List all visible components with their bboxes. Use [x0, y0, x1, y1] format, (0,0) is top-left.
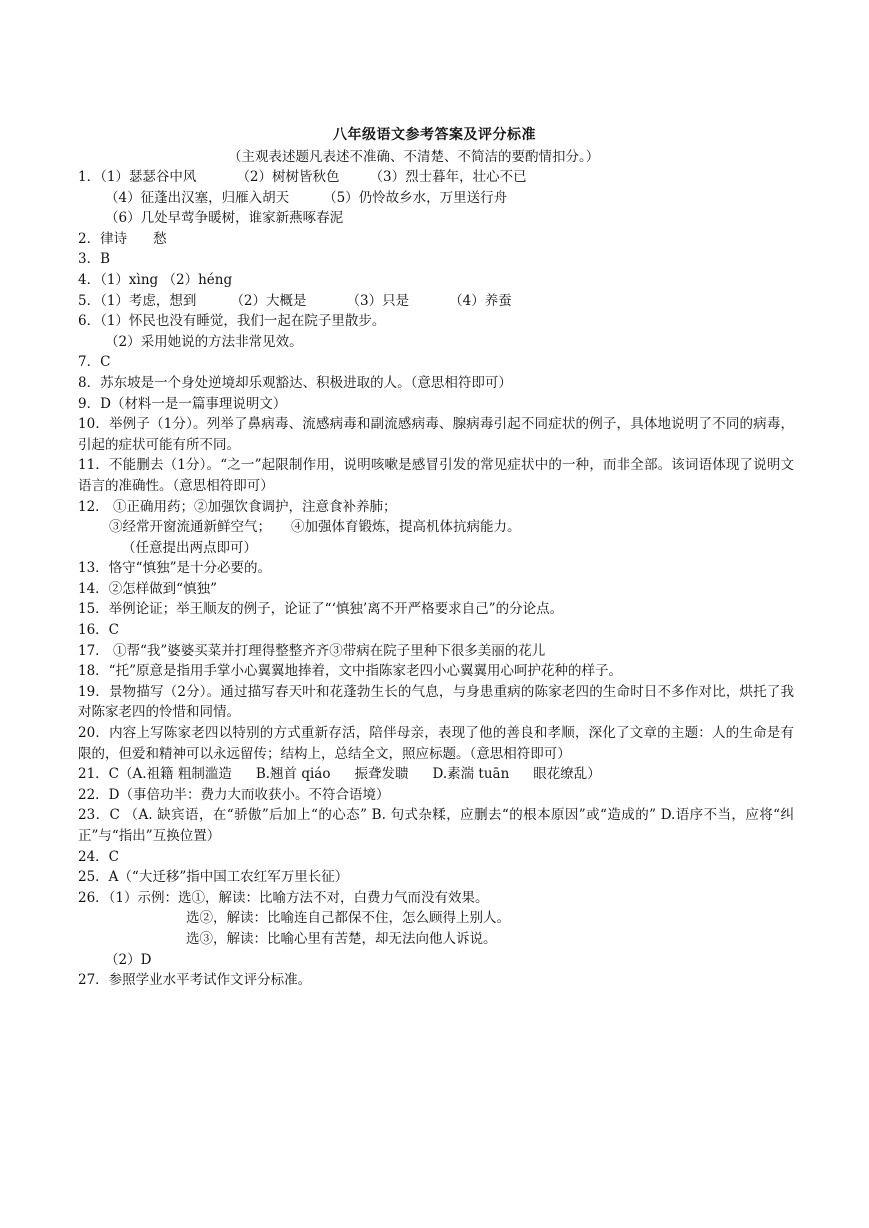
answer-26-line-4: （2）D [105, 951, 152, 968]
answer-4: 4．（1）xìng （2）héng [78, 271, 233, 288]
answer-26-line-2: 选②，解读：比喻连自己都保不住，怎么顾得上别人。 [186, 910, 510, 927]
answer-13: 13．恪守“慎独”是十分必要的。 [78, 560, 271, 577]
answer-1-line-2: （4）征蓬出汉塞，归雁入胡天 （5）仍怜故乡水，万里送行舟 [105, 189, 508, 206]
answer-27: 27．参照学业水平考试作文评分标准。 [78, 972, 312, 989]
answer-3: 3．B [78, 251, 111, 268]
answer-15: 15．举例论证；举王顺友的例子，论证了“‘慎独’离不开严格要求自己”的分论点。 [78, 601, 564, 618]
page-subtitle: （主观表述题凡表述不准确、不清楚、不简洁的要酌情扣分。） [228, 149, 600, 165]
answer-6-line-2: （2）采用她说的方法非常见效。 [105, 333, 303, 350]
answer-25: 25．A（“大迁移”指中国工农红军万里长征） [78, 869, 349, 886]
answer-1-line-1: 1．（1）瑟瑟谷中风 （2）树树皆秋色 （3）烈士暮年，壮心不已 [78, 169, 527, 185]
answer-17: 17． ①帮“我”婆婆买菜并打理得整整齐齐③带病在院子里种下很多美丽的花儿 [78, 642, 546, 659]
answer-14: 14．②怎样做到“慎独” [78, 580, 217, 597]
answer-1-line-3: （6）几处早莺争暖树，谁家新燕啄春泥 [105, 210, 344, 227]
answer-24: 24．C [78, 848, 120, 865]
answer-12-line-2: ③经常开窗流通新鲜空气； ④加强体育锻炼，提高机体抗病能力。 [109, 519, 521, 536]
answer-9: 9．D（材料一是一篇事理说明文） [78, 395, 287, 412]
answer-10: 10．举例子（1分）。列举了鼻病毒、流感病毒和副流感病毒、腺病毒引起不同症状的例子，具体地说明了不同的病毒，引起的症状可能有所不同。 [78, 416, 794, 453]
answer-19: 19．景物描写（2分）。通过描写春天叶和花蓬勃生长的气息，与身患重病的陈家老四的生命时日不多作对比，烘托了我对陈家老四的怜惜和同情。 [78, 683, 794, 721]
answer-list [78, 167, 794, 991]
answer-8: 8．苏东坡是一个身处逆境却乐观豁达、积极进取的人。（意思相符即可） [78, 374, 512, 391]
answer-6-line-1: 6．（1）怀民也没有睡觉，我们一起在院子里散步。 [78, 313, 386, 330]
answer-12-line-3: （任意提出两点即可） [122, 539, 257, 556]
page-title: 八年级语文参考答案及评分标准 [333, 127, 536, 143]
answer-18: 18．“托”原意是指用手掌小心翼翼地捧着，文中指陈家老四小心翼翼用心呵护花种的样子。 [78, 663, 622, 680]
answer-23: 23．C （A. 缺宾语，在“骄傲”后加上“的心态” B. 句式杂糅，应删去“的根本原因”或“造成的” D.语序不当，应将“纠正”与“指出”互换位置） [78, 807, 794, 844]
answer-5: 5．（1）考虑，想到 （2）大概是 （3）只是 （4）养蚕 [78, 292, 512, 309]
answer-12-line-1: 12． ①正确用药；②加强饮食调护，注意食补养肺； [78, 498, 397, 515]
answer-26-line-3: 选③，解读：比喻心里有苦楚，却无法向他人诉说。 [186, 930, 497, 947]
answer-2: 2．律诗 愁 [78, 230, 167, 247]
answer-20: 20．内容上写陈家老四以特别的方式重新存活，陪伴母亲，表现了他的善良和孝顺，深化了文章的主题：人的生命是有限的，但爱和精神可以永远留传；结构上，总结全文，照应标题。（意思相符即可） [78, 725, 794, 762]
answer-22: 22．D（事倍功半：费力大而收获小。不符合语境） [78, 786, 390, 803]
answer-26-line-1: 26．（1）示例：选①，解读：比喻方法不对，白费力气而没有效果。 [78, 889, 489, 906]
answer-7: 7．C [78, 354, 111, 371]
answer-21: 21．C（A.祖籍 粗制滥造 B.翘首 qiáo 振聋发聩 D.素湍 tuān 眼花缭乱） [78, 766, 601, 783]
answer-16: 16．C [78, 622, 120, 639]
answer-11: 11．不能删去（1分）。“之一”起限制作用，说明咳嗽是感冒引发的常见症状中的一种，而非全部。该词语体现了说明文语言的准确性。（意思相符即可） [78, 457, 794, 494]
